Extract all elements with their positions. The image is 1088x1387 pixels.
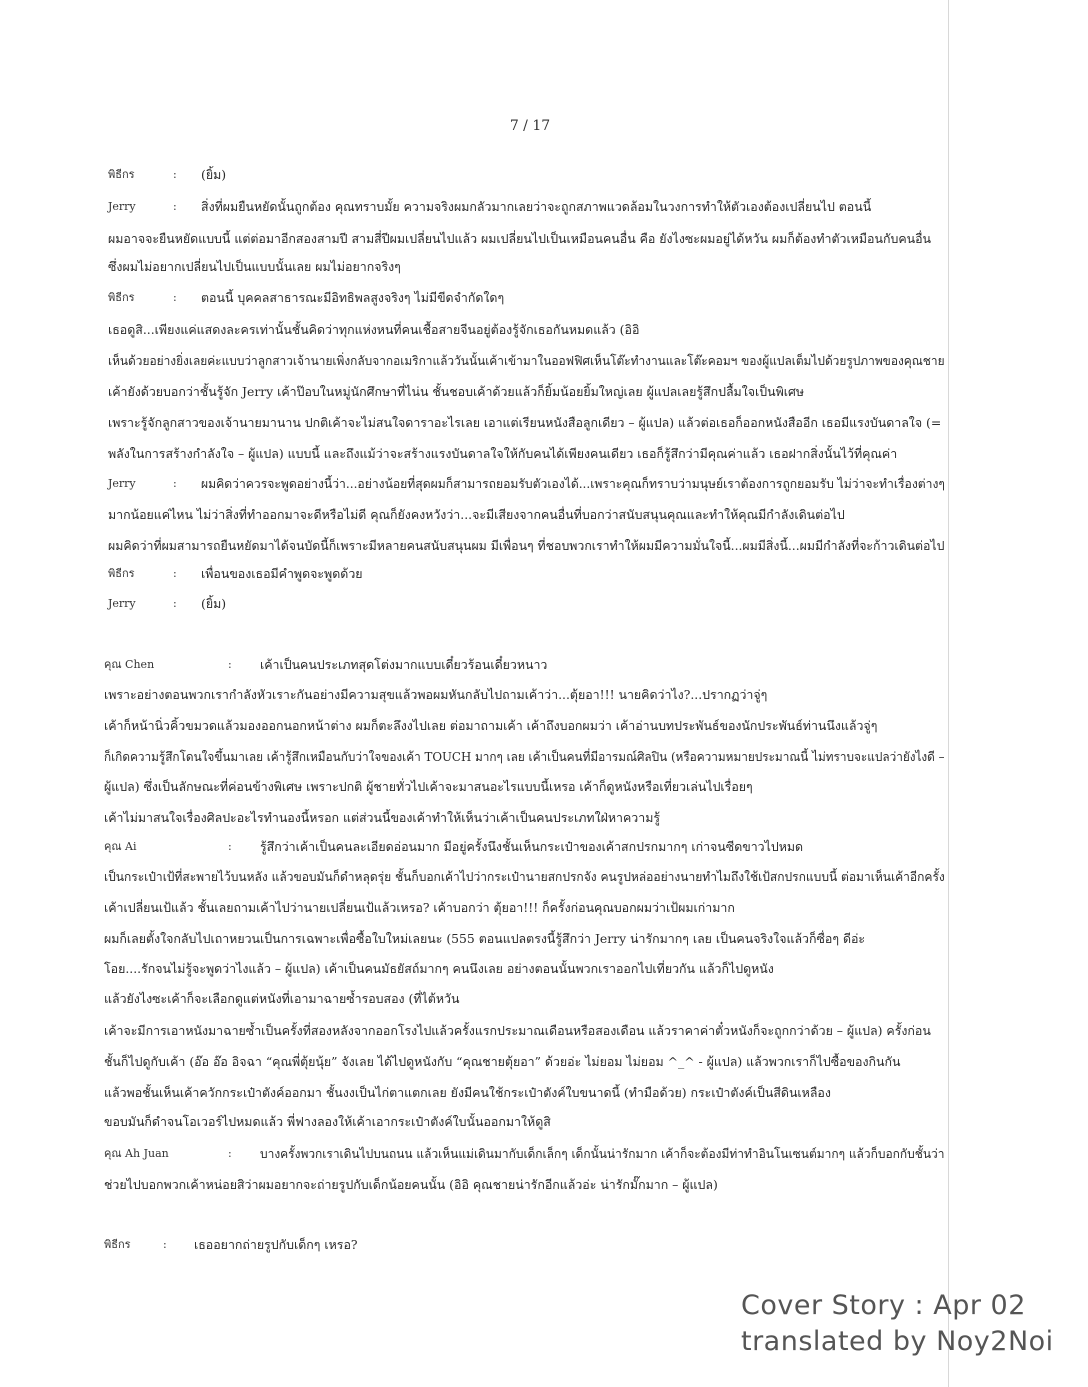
- transcript-line: บางครั้งพวกเราเดินไปบนถนน แล้วเห็นแม่เดินมากับเด็กเล็กๆ เด็กนั้นน่ารักมาก เค้าก็จะต้องมีท่าทำอินโนเซนต์มากๆ แล้วก็บอกกับชั้นว่า: [260, 1146, 945, 1161]
- speaker-colon: :: [173, 567, 177, 580]
- speaker-colon: :: [228, 840, 232, 853]
- transcript-line: เค้ายังด้วยบอกว่าชั้นรู้จัก Jerry เค้าป๊อบในหมู่นักศึกษาที่ไน่น ชั้นชอบเค้าด้วยแล้วก็ยิ้มน้อยยิ้มใหญ่เลย ผู้แปลเลยรู้สึกปลื้มใจเป็นพิเศษ: [108, 384, 805, 399]
- watermark-line-1: Cover Story : Apr 02: [741, 1290, 1026, 1321]
- transcript-line: แล้วพอชั้นเห็นเค้าควักกระเป๋าตังค์ออกมา ชั้นงงเป็นไก่ตาแตกเลย ยังมีคนใช้กระเป๋าตังค์ใบขนาดนี้ (ทำมือด้วย) กระเป๋าตังค์เป็นสีดินเหลือง: [104, 1085, 831, 1100]
- speaker-colon: :: [173, 200, 177, 213]
- speaker-label: พิธีกร: [104, 1238, 131, 1251]
- speaker-label: คุณ Ah Juan: [104, 1147, 169, 1160]
- transcript-line: ผมคิดว่าที่ผมสามารถยืนหยัดมาได้จนบัดนี้ก็เพราะมีหลายคนสนับสนุนผม มีเพื่อนๆ ที่ชอบพวกเราทำให้ผมมีความมั่นใจนี้...ผมมีสิ่งนี้...ผมมีกำลังที่จะก้าวเดินต่อไป: [108, 538, 945, 553]
- transcript-line: ก็เกิดความรู้สึกโดนใจขึ้นมาเลย เค้ารู้สึกเหมือนกับว่าใจของเค้า TOUCH มากๆ เลย เค้าเป็นคนที่มีอารมณ์ศิลปิน (หรือความหมายประมาณนี้ ไม่ทราบจะแปลว่ายังไงดี –: [104, 749, 945, 764]
- watermark-line-2: translated by Noy2Noi: [741, 1326, 1054, 1357]
- transcript-line: เพราะรู้จักลูกสาวของเจ้านายมานาน ปกติเค้าจะไม่สนใจดาราอะไรเลย เอาแต่เรียนหนังสือลูกเดียว – ผู้แปล) แล้วต่อเธอก็ออกหนังสืออีก เธอมีแรงบันดาลใจ (=: [108, 415, 942, 430]
- speaker-label: พิธีกร: [108, 291, 135, 304]
- speaker-label: Jerry: [108, 477, 136, 490]
- transcript-line: แล้วยังไงซะเค้าก็จะเลือกดูแต่หนังที่เอามาฉายซ้ำรอบสอง (ที่ไต้หวัน: [104, 991, 460, 1006]
- speaker-colon: :: [173, 168, 177, 181]
- speaker-label: พิธีกร: [108, 567, 135, 580]
- transcript-line: เค้าจะมีการเอาหนังมาฉายซ้ำเป็นครั้งที่สองหลังจากออกโรงไปแล้วครั้งแรกประมาณเดือนหรือสองเดือน แล้วราคาค่าตั๋วหนังก็จะถูกกว่าด้วย – ผู้แปล) ครั้งก่อน: [104, 1023, 931, 1038]
- transcript-line: ซึ่งผมไม่อยากเปลี่ยนไปเป็นแบบนั้นเลย ผมไม่อยากจริงๆ: [108, 259, 401, 274]
- transcript-line: เค้าก็หน้านิ่วคิ้วขมวดแล้วมองออกนอกหน้าต่าง ผมก็ตะลึงงไปเลย ต่อมาถามเค้า เค้าถึงบอกผมว่า เค้าอ่านบทประพันธ์ของนักประพันธ์ท่านนึงแล้วจู่ๆ: [104, 718, 878, 733]
- speaker-label: คุณ Ai: [104, 840, 137, 853]
- speaker-label: คุณ Chen: [104, 658, 155, 671]
- transcript-line: ช่วยไปบอกพวกเค้าหน่อยสิว่าผมอยากจะถ่ายรูปกับเด็กน้อยคนนั้น (อิอิ คุณชายน่ารักอีกแล้วอ่ะ น่ารักมั๊กมาก – ผู้แปล): [104, 1177, 718, 1192]
- transcript-line: โอย....รักจนไม่รู้จะพูดว่าไงแล้ว – ผู้แปล) เค้าเป็นคนมัธยัสถ์มากๆ คนนึงเลย อย่างตอนนั้นพวกเราออกไปเที่ยวกัน แล้วก็ไปดูหนัง: [104, 961, 774, 976]
- transcript-line: (ยิ้ม): [201, 167, 227, 182]
- speaker-colon: :: [173, 597, 177, 610]
- scan-edge-line: [948, 0, 949, 1387]
- transcript-line: เค้าเปลี่ยนเป้แล้ว ชั้นเลยถามเค้าไปว่านายเปลี่ยนเป้แล้วเหรอ? เค้าบอกว่า ตุ้ยอา!!! ก็ครั้งก่อนคุณบอกผมว่าเป้ผมเก่ามาก: [104, 900, 735, 915]
- speaker-colon: :: [228, 658, 232, 671]
- transcript-line: เห็นด้วยอย่างยิ่งเลยค่ะแบบว่าลูกสาวเจ้านายเพิ่งกลับจากอเมริกาแล้ววันนั้นเค้าเข้ามาในออฟฟิศเห็นโต๊ะทำงานและโต๊ะคอมฯ ของผู้แปลเต็มไปด้วยรูปภาพของคุณชาย: [108, 353, 945, 368]
- speaker-label: Jerry: [108, 597, 136, 610]
- transcript-line: เค้าเป็นคนประเภทสุดโต่งมากแบบเดี๋ยวร้อนเดี๋ยวหนาว: [260, 657, 548, 672]
- transcript-line: เป็นกระเป๋าเป้ที่สะพายไว้บนหลัง แล้วขอบมันก็ดำหลุดรุ่ย ชั้นก็บอกเค้าไปว่ากระเป๋านายสกปรกจัง คนรูปหล่ออย่างนายทำไมถึงใช้เป้สกปรกแบบนี้ ต่อมาเห็นเค้าอีกครั้ง: [104, 869, 945, 884]
- speaker-colon: :: [163, 1238, 167, 1251]
- transcript-line: ผมก็เลยตั้งใจกลับไปเถาหยวนเป็นการเฉพาะเพื่อซื้อใบใหม่เลยนะ (555 ตอนแปลตรงนี้รู้สึกว่า Jerry น่ารักมากๆ เลย เป็นคนจริงใจแล้วก็ซื่อๆ ดีอ่ะ: [104, 931, 866, 946]
- transcript-line: พลังในการสร้างกำลังใจ – ผู้แปล) แบบนี้ และถึงแม้ว่าจะสร้างแรงบันดาลใจให้กับคนได้เพียงคนเดียว เธอก็รู้สึกว่ามีคุณค่าแล้ว เธอฝากสิ่งนั้นไว้ที่คุณค่า: [108, 446, 898, 461]
- transcript-line: เค้าไม่มาสนใจเรื่องศิลปะอะไรทำนองนี้หรอก แต่ส่วนนี้ของเค้าทำให้เห็นว่าเค้าเป็นคนประเภทใฝ่หาความรู้: [104, 810, 661, 825]
- speaker-label: Jerry: [108, 200, 136, 213]
- transcript-line: เธอดูสิ...เพียงแค่แสดงละครเท่านั้นชั้นคิดว่าทุกแห่งหนที่คนเชื้อสายจีนอยู่ต้องรู้จักเธอกันหมดแล้ว (อิอิ: [108, 322, 640, 337]
- speaker-label: พิธีกร: [108, 168, 135, 181]
- transcript-line: ผมอาจจะยืนหยัดแบบนี้ แต่ต่อมาอีกสองสามปี สามสี่ปีผมเปลี่ยนไปแล้ว ผมเปลี่ยนไปเป็นเหมือนคนอื่น คือ ยังไงซะผมอยู่ได้หวัน ผมก็ต้องทำตัวเหมือนกับคนอื่น: [108, 231, 932, 246]
- transcript-line: ชั้นก็ไปดูกับเค้า (อ๊อ อ๊อ อิจฉา “คุณพี่ตุ้ยนุ้ย” จังเลย ได้ไปดูหนังกับ “คุณชายตุ้ยอา” ด้วยอ่ะ ไม่ยอม ไม่ยอม ^_^ - ผู้แปล) แล้วพวกเราก็ไปซื้อของกินกัน: [104, 1054, 901, 1069]
- transcript-line: (ยิ้ม): [201, 596, 227, 611]
- transcript-line: สิ่งที่ผมยืนหยัดนั้นถูกต้อง คุณทราบมั้ย ความจริงผมกลัวมากเลยว่าจะถูกสภาพแวดล้อมในวงการทำให้ตัวเองต้องเปลี่ยนไป ตอนนี้: [201, 199, 872, 214]
- speaker-colon: :: [173, 291, 177, 304]
- transcript-line: เธออยากถ่ายรูปกับเด็กๆ เหรอ?: [194, 1237, 358, 1252]
- transcript-line: รู้สึกว่าเค้าเป็นคนละเอียดอ่อนมาก มีอยู่ครั้งนึงชั้นเห็นกระเป๋าของเค้าสกปรกมากๆ เก่าจนซีดขาวไปหมด: [260, 839, 804, 854]
- transcript-line: เพราะอย่างตอนพวกเรากำลังหัวเราะกันอย่างมีความสุขแล้วพอผมหันกลับไปถามเค้าว่า...ตุ้ยอา!!! นายคิดว่าไง?...ปรากฏว่าจู่ๆ: [104, 687, 768, 702]
- transcript-line: ขอบมันก็ดำจนโอเวอร์ไปหมดแล้ว พี่ฟางลองให้เค้าเอากระเป๋าตังค์ใบนั้นออกมาให้ดูสิ: [104, 1114, 551, 1129]
- transcript-line: เพื่อนของเธอมีคำพูดจะพูดด้วย: [201, 566, 363, 581]
- transcript-line: ผมคิดว่าควรจะพูดอย่างนี้ว่า...อย่างน้อยที่สุดผมก็สามารถยอมรับตัวเองได้...เพราะคุณก็ทราบว่ามนุษย์เราต้องการถูกยอมรับ ไม่ว่าจะทำเรื่องต่างๆ: [201, 476, 945, 491]
- transcript-line: ผู้แปล) ซึ่งเป็นลักษณะที่ค่อนข้างพิเศษ เพราะปกติ ผู้ชายทั่วไปเค้าจะมาสนอะไรแบบนี้เหรอ เค้าก็ดูหนังหรือเที่ยวเล่นไปเรื่อยๆ: [104, 779, 753, 794]
- page-number: 7 / 17: [509, 118, 551, 134]
- transcript-line: มากน้อยแค่ไหน ไม่ว่าสิ่งที่ทำออกมาจะดีหรือไม่ดี คุณก็ยังคงหวังว่า...จะมีเสียงจากคนอื่นที่บอกว่าสนับสนุนคุณและทำให้คุณมีกำลังเดินต่อไป: [108, 507, 845, 522]
- speaker-colon: :: [173, 477, 177, 490]
- transcript-line: ตอนนี้ บุคคลสาธารณะมีอิทธิพลสูงจริงๆ ไม่มีขีดจำกัดใดๆ: [201, 290, 505, 305]
- speaker-colon: :: [228, 1147, 232, 1160]
